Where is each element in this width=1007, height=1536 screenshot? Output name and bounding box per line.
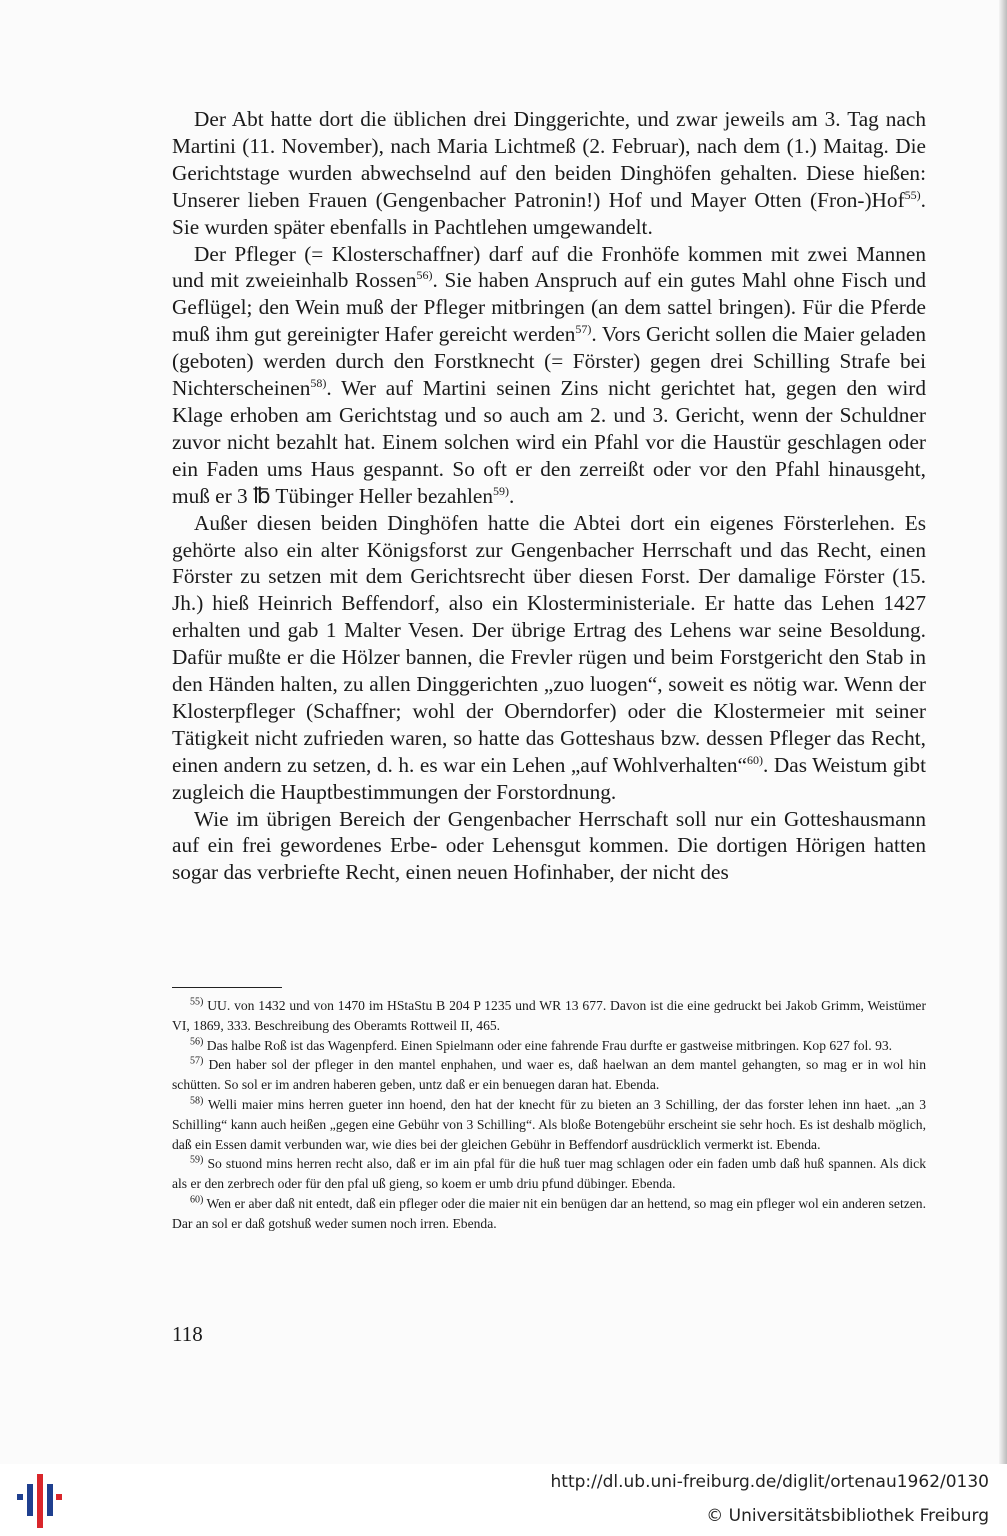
logo-bar-3 <box>37 1474 43 1528</box>
permalink-url[interactable]: http://dl.ub.uni-freiburg.de/diglit/ortenau1962/0130 <box>550 1472 989 1492</box>
footnote-rule <box>172 987 282 988</box>
footnotes <box>172 996 926 1234</box>
footnote-59: $^{59)}$ So stuond mins herren recht also, daß er im ain pfal für die huß tuer mag schlagen oder ein faden umb daß huß spannen. Als dick als er den zerbrech oder für den pfal uß gieng, so koem er umb driu pfund dübinger. Ebenda. <box>172 1154 926 1192</box>
page-number: 118 <box>172 1322 203 1346</box>
footnote-ref-57: 57) <box>575 322 592 337</box>
copyright-notice: © Universitätsbibliothek Freiburg <box>706 1506 989 1526</box>
paragraph-2: Der Pfleger (= Klosterschaffner) darf auf die Fronhöfe kommen mit zwei Mannen und mit zweieinhalb Rossen$^{56)}$. Sie haben Anspruch auf ein gutes Mahl ohne Fisch und Geflügel; den Wein muß der Pfleger mitbringen (an dem sattel bringen). Für die Pferde muß ihm gut gereinigter Hafer gereicht werden$^{57)}$. Vors Gericht sollen die Maier geladen (geboten) werden durch den Forstknecht (= Förster) gegen drei Schilling Strafe bei Nichterscheinen$^{58)}$. Wer auf Martini seinen Zins nicht gerichtet hat, gegen den wird Klage erhoben am Gerichtstag und so auch am 2. und 3. Gericht, wenn der Schuldner zuvor nicht bezahlt hat. Einem solchen wird ein Pfahl vor die Haustür geschlagen oder ein Faden ums Haus gespannt. So oft er den zerreißt oder vor den Pfahl hinausgeht, muß er 3 ℔ Tübinger Heller bezahlen$^{59)}$. <box>172 241 927 508</box>
paragraph-1: Der Abt hatte dort die üblichen drei Dinggerichte, und zwar jeweils am 3. Tag nach Martini (11. November), nach Maria Lichtmeß (2. Februar), nach dem (1.) Maitag. Die Gerichtstage wurden abwechselnd auf den beiden Dinghöfen gehalten. Diese hießen: Unserer lieben Frauen (Gengenbacher Patronin!) Hof und Mayer Otten (Fron-)Hof$^{55)}$. Sie wurden später ebenfalls in Pachtlehen umgewandelt. <box>172 107 926 239</box>
logo-bar-2 <box>27 1484 33 1516</box>
footnote-56: $^{56)}$ Das halbe Roß ist das Wagenpferd. Einen Spielmann oder eine fahrende Frau durfte er gastweise mitbringen. Kop 627 fol. 93. <box>190 1036 893 1053</box>
footnote-57: $^{57)}$ Den haber sol der pfleger in den mantel enphahen, und waer es, daß haelwan an dem mantel gehangten, so mag er in wol hin schütten. So sol er im andren haberen geben, untz daß er ein benuegen daran hat. Ebenda. <box>172 1055 926 1093</box>
ub-freiburg-logo <box>12 1472 64 1530</box>
main-text <box>172 106 926 886</box>
page-edge <box>999 0 1007 1464</box>
footnote-ref-60: 60) <box>747 752 763 767</box>
logo-bar-1 <box>17 1494 23 1500</box>
footnote-ref-56: 56) <box>416 268 433 283</box>
footnote-ref-59: 59) <box>492 483 509 498</box>
logo-bar-5 <box>56 1494 62 1500</box>
footnote-60: $^{60)}$ Wen er aber daß nit entedt, daß ein pfleger oder die maier nit ein benügen dar an hettend, so mag ein pfleger wol ein anderen setzen. Dar an sol er daß gotshuß weder sumen noch irren. Ebenda. <box>172 1194 926 1231</box>
paragraph-3: Außer diesen beiden Dinghöfen hatte die Abtei dort ein eigenes Försterlehen. Es gehörte also ein alter Königsforst zur Gengenbacher Herrschaft und das Recht, einen Förster zu setzen mit dem Gerichtsrecht über diesen Forst. Der damalige Förster (15. Jh.) hieß Heinrich Beffendorf, also ein Klosterministeriale. Er hatte das Lehen 1427 erhalten und gab 1 Malter Vesen. Der übrige Ertrag des Lehens war seine Besoldung. Dafür mußte er die Hölzer bannen, die Frevler rügen und beim Forstgericht den Stab in den Händen halten, zu allen Dinggerichten „zuo luogen“, soweit es nötig war. Wenn der Klosterpfleger (Schaffner; wohl der Oberndorfer) oder die Klostermeier mit seiner Tätigkeit nicht zufrieden waren, so hatte das Gotteshaus bzw. dessen Pfleger das Recht, einen andern zu setzen, d. h. es war ein Lehen „auf Wohlverhalten“$^{60)}$. Das Weistum gibt zugleich die Hauptbestimmungen der Forstordnung. <box>172 510 926 804</box>
footnote-ref-58: 58) <box>310 375 327 390</box>
logo-bar-4 <box>47 1484 53 1516</box>
paragraph-4: Wie im übrigen Bereich der Gengenbacher Herrschaft soll nur ein Gotteshausmann auf ein frei gewordenes Erbe- oder Lehensgut kommen. Die dortigen Hörigen hatten sogar das verbriefte Recht, einen neuen Hofinhaber, der nicht des <box>172 806 926 885</box>
footnote-55: $^{55)}$ UU. von 1432 und von 1470 im HStaStu B 204 P 1235 und WR 13 677. Davon ist die eine gedruckt bei Jakob Grimm, Weistümer VI, 1869, 333. Beschreibung des Oberamts Rottweil II, 465. <box>172 996 926 1033</box>
footnote-ref-55: 55) <box>904 187 921 202</box>
footnote-58: $^{58)}$ Welli maier mins herren gueter inn hoend, den hat der knecht für zu bieten an 3 Schilling, der das forster lehen inn haet. „an 3 Schilling“ kann auch heißen „gegen eine Gebühr von 3 Schilling“. Als bloße Botengebühr erscheint sie sehr hoch. Es ist deshalb möglich, daß ein Essen damit verbunden war, wie dies bei der gleichen Gebühr in Beffendorf ausdrücklich vermerkt ist. Ebenda. <box>172 1095 926 1152</box>
